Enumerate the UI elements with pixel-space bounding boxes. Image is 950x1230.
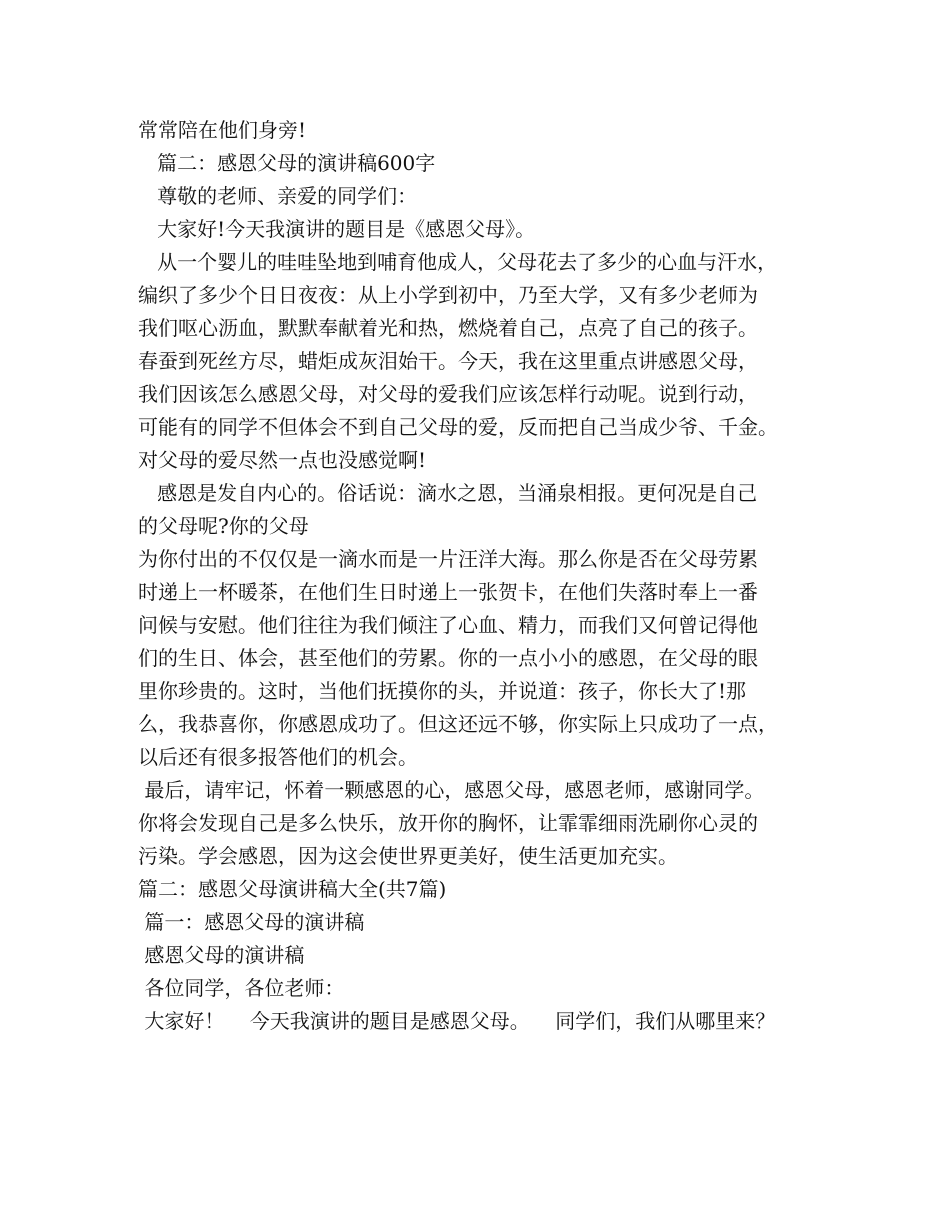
text-line: 各位同学，各位老师：: [138, 976, 345, 1000]
text-line: 时递上一杯暖茶，在他们生日时递上一张贺卡，在他们失落时奉上一番: [138, 580, 758, 604]
text-line: 对父母的爱尽然一点也没感觉啊!: [138, 448, 427, 472]
text-line: 以后还有很多报答他们的机会。: [138, 745, 418, 769]
text-line: 常常陪在他们身旁!: [138, 118, 307, 142]
text-line: 问候与安慰。他们往往为我们倾注了心血、精力，而我们又何曾记得他: [138, 613, 758, 637]
text-line: 你将会发现自己是多么快乐，放开你的胸怀，让霏霏细雨洗刷你心灵的: [138, 811, 758, 835]
text-line: 我们呕心沥血，默默奉献着光和热，燃烧着自己，点亮了自己的孩子。: [138, 316, 758, 340]
section-heading: 篇二：感恩父母的演讲稿600字: [138, 151, 436, 175]
text-line: 我们因该怎么感恩父母，对父母的爱我们应该怎样行动呢。说到行动，: [138, 382, 758, 406]
text-line: 么，我恭喜你，你感恩成功了。但这还远不够，你实际上只成功了一点，: [138, 712, 778, 736]
text-line: 感恩是发自内心的。俗话说：滴水之恩，当涌泉相报。更何况是自己: [138, 481, 758, 505]
text-line: 尊敬的老师、亲爱的同学们：: [138, 184, 418, 208]
text-line: 的父母呢?你的父母: [138, 514, 309, 538]
text-line: 春蚕到死丝方尽，蜡炬成灰泪始干。今天，我在这里重点讲感恩父母，: [138, 349, 758, 373]
section-heading: 篇二：感恩父母演讲稿大全(共7篇): [138, 877, 447, 901]
text-line: 里你珍贵的。这时，当他们抚摸你的头，并说道：孩子，你长大了!那: [138, 679, 747, 703]
text-line: 大家好！ 今天我演讲的题目是感恩父母。 同学们，我们从哪里来？: [138, 1009, 776, 1033]
text-line: 为你付出的不仅仅是一滴水而是一片汪洋大海。那么你是否在父母劳累: [138, 547, 758, 571]
section-heading: 篇一：感恩父母的演讲稿: [138, 910, 365, 934]
document-body: [138, 114, 838, 1038]
text-line: 大家好!今天我演讲的题目是《感恩父母》。: [138, 217, 536, 241]
text-line: 可能有的同学不但体会不到自己父母的爱，反而把自己当成少爷、千金。: [138, 415, 778, 439]
text-line: 污染。学会感恩，因为这会使世界更美好，使生活更加充实。: [138, 844, 678, 868]
text-line: 编织了多少个日日夜夜：从上小学到初中，乃至大学，又有多少老师为: [138, 283, 758, 307]
text-line: 最后，请牢记，怀着一颗感恩的心，感恩父母，感恩老师，感谢同学。: [138, 778, 765, 802]
text-line: 感恩父母的演讲稿: [138, 943, 305, 967]
text-line: 从一个婴儿的哇哇坠地到哺育他成人，父母花去了多少的心血与汗水，: [138, 250, 778, 274]
text-line: 们的生日、体会，甚至他们的劳累。你的一点小小的感恩，在父母的眼: [138, 646, 758, 670]
